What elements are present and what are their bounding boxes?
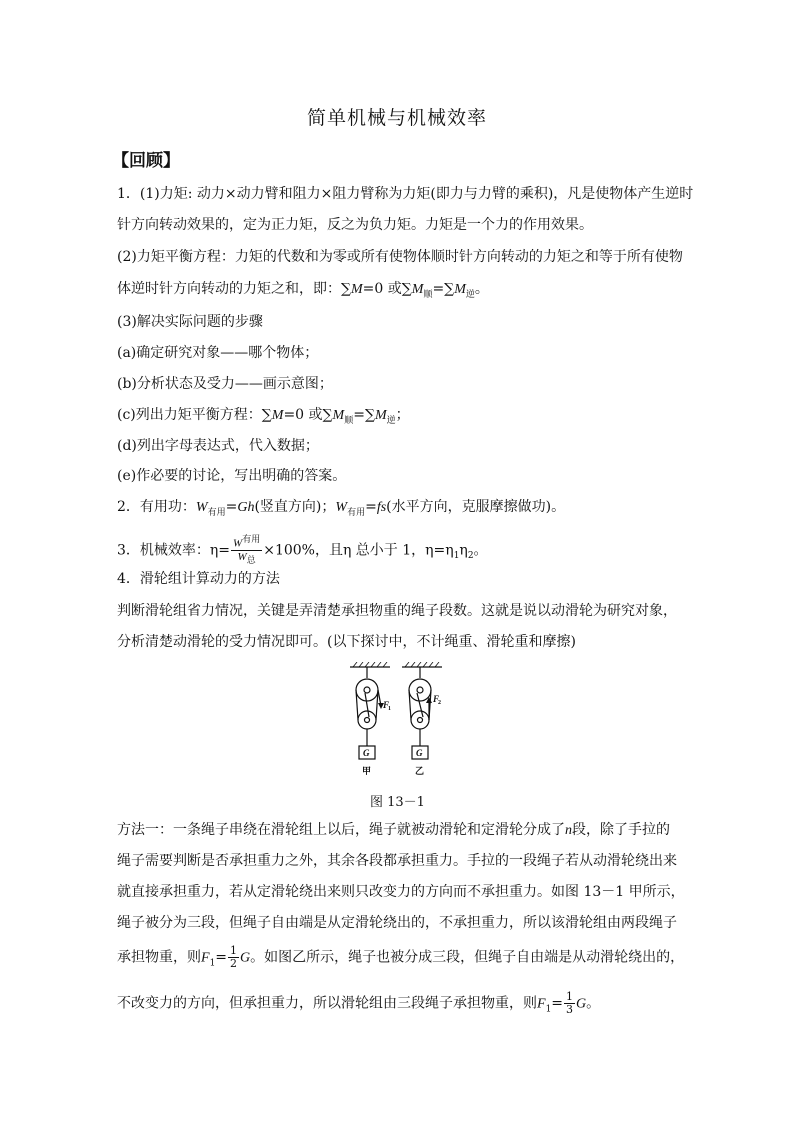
paragraph-line: (2)力矩平衡方程：力矩的代数和为零或所有使物体顺时针方向转动的力矩之和等于所有使物: [117, 249, 683, 265]
paragraph-line: 判断滑轮组省力情况，关键是弄清楚承担物重的绳子段数。这就是说以动滑轮为研究对象，: [117, 603, 677, 619]
svg-text:1: 1: [388, 706, 391, 712]
paragraph-line: 3．机械效率：η= $\frac{W^{有用}}{W_总}$ ×100%，且η 总小于 1，$\eta=\eta_1\eta_2$。: [117, 535, 488, 566]
paragraph-line: 不改变力的方向，但承担重力，所以滑轮组由三段绳子承担物重，则$F_1=$ $\frac{1}{3}$ G。: [117, 990, 601, 1016]
section-heading: 【回顾】: [112, 151, 180, 171]
force-label-1: F: [383, 700, 390, 710]
paragraph-line: (c)列出力矩平衡方程：∑M=0 或$\sum M_顺=\sum M_逆$；: [117, 407, 410, 426]
pulley-diagram: [345, 662, 455, 780]
paragraph-line: 绳子需要判断是否承担重力之外，其余各段都承担重力。手拉的一段绳子若从动滑轮绕出来: [117, 853, 677, 869]
paragraph-line: 2．有用功：$W_{有用}=Gh$(竖直方向)；$W_{有用}=fs$(水平方向，克服摩擦做功)。: [117, 499, 566, 518]
weight-label-right: G: [416, 748, 423, 758]
force-label-2: F: [433, 694, 440, 704]
page-title: 简单机械与机械效率: [306, 107, 487, 129]
label-yi: 乙: [415, 766, 425, 776]
paragraph-line: 就直接承担重力，若从定滑轮绕出来则只改变力的方向而不承担重力。如图 13－1 甲所示，: [117, 884, 685, 900]
paragraph-line: 分析清楚动滑轮的受力情况即可。(以下探讨中，不计绳重、滑轮重和摩擦): [117, 634, 576, 650]
paragraph-line: 1．(1)力矩: 动力×动力臂和阻力×阻力臂称为力矩(即力与力臂的乘积)，凡是使物体产生逆时: [117, 186, 694, 202]
paragraph-line: 4．滑轮组计算动力的方法: [117, 571, 280, 587]
paragraph-line: 方法一：一条绳子串绕在滑轮组上以后，绳子就被动滑轮和定滑轮分成了n段，除了手拉的: [117, 822, 670, 838]
weight-label-left: G: [363, 748, 370, 758]
svg-text:2: 2: [438, 700, 441, 706]
paragraph-line: 绳子被分为三段，但绳子自由端是从定滑轮绕出的，不承担重力，所以该滑轮组由两段绳子: [117, 915, 677, 931]
paragraph-line: (a)确定研究对象——哪个物体；: [117, 345, 319, 361]
fraction-half: $\frac{1}{2}$: [230, 944, 238, 970]
paragraph-line: (e)作必要的讨论，写出明确的答案。: [117, 468, 347, 484]
paragraph-line: (3)解决实际问题的步骤: [117, 314, 263, 330]
efficiency-fraction: $\frac{W^{有用}}{W_总}$: [233, 535, 261, 566]
paragraph-line: (d)列出字母表达式，代入数据；: [117, 438, 319, 454]
label-jia: 甲: [362, 766, 372, 776]
paragraph-line: 承担物重，则$F_1=$ $\frac{1}{2}$ G。如图乙所示，绳子也被分成三段，但绳子自由端是从动滑轮绕出的，: [117, 944, 685, 970]
fraction-third: $\frac{1}{3}$: [566, 990, 574, 1016]
paragraph-line: 针方向转动效果的，定为正力矩，反之为负力矩。力矩是一个力的作用效果。: [117, 217, 593, 233]
paragraph-line: (b)分析状态及受力——画示意图；: [117, 376, 333, 392]
paragraph-line: 体逆时针方向转动的力矩之和，即：∑M=0 或$\sum M_顺=\sum M_逆$。: [117, 281, 489, 300]
figure-caption: 图 13－1: [370, 795, 425, 810]
